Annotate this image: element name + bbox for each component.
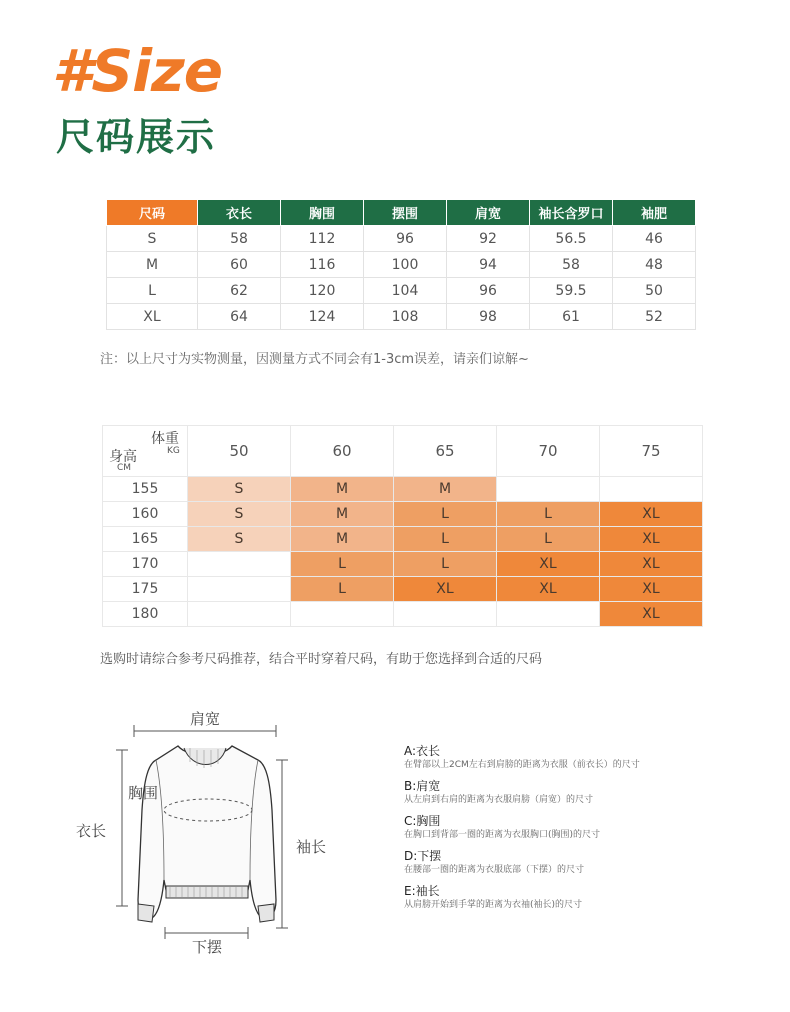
recommend-row: [103, 552, 703, 577]
recommend-size-cell: M: [291, 477, 394, 502]
size-table-col-header: 胸围: [281, 200, 364, 226]
size-cell: 96: [364, 226, 447, 252]
recommend-size-cell: [188, 602, 291, 627]
recommend-size-cell: M: [394, 477, 497, 502]
size-cell: 62: [198, 278, 281, 304]
recommend-size-cell: XL: [600, 502, 703, 527]
recommend-size-cell: [188, 577, 291, 602]
size-table-row: [107, 226, 696, 252]
size-cell: 50: [613, 278, 696, 304]
size-cell: L: [107, 278, 198, 304]
height-unit: CM: [117, 463, 132, 473]
legend-item: [404, 883, 764, 912]
height-value: 160: [103, 502, 188, 527]
size-cell: 48: [613, 252, 696, 278]
recommend-size-cell: [394, 602, 497, 627]
recommend-size-cell: XL: [600, 602, 703, 627]
legend-desc: 从肩膀开始到手掌的距离为衣袖(袖长)的尺寸: [404, 900, 583, 910]
legend-desc: 从左肩到右肩的距离为衣服肩膀（肩宽）的尺寸: [404, 795, 594, 805]
size-cell: 124: [281, 304, 364, 330]
label-length: 衣长: [76, 822, 107, 840]
recommend-size-cell: S: [188, 502, 291, 527]
recommend-size-cell: S: [188, 527, 291, 552]
recommend-size-cell: XL: [497, 552, 600, 577]
size-cell: 94: [447, 252, 530, 278]
recommend-size-cell: L: [497, 527, 600, 552]
recommend-size-cell: [497, 602, 600, 627]
size-table-row: [107, 278, 696, 304]
recommend-size-cell: L: [291, 577, 394, 602]
weight-header: 70: [497, 426, 600, 477]
recommend-size-cell: L: [394, 552, 497, 577]
size-cell: 64: [198, 304, 281, 330]
recommend-size-cell: XL: [600, 577, 703, 602]
size-table-row: [107, 304, 696, 330]
label-hem: 下摆: [192, 938, 223, 956]
legend-title: A:衣长: [404, 744, 441, 758]
height-value: 155: [103, 477, 188, 502]
measurement-legend: [404, 743, 764, 918]
weight-header: 65: [394, 426, 497, 477]
size-cell: 59.5: [530, 278, 613, 304]
recommend-row: [103, 577, 703, 602]
recommend-size-cell: XL: [600, 552, 703, 577]
legend-item: [404, 813, 764, 842]
legend-item: [404, 778, 764, 807]
recommend-size-cell: S: [188, 477, 291, 502]
height-value: 180: [103, 602, 188, 627]
size-title-en: #Size: [52, 37, 223, 105]
recommend-size-cell: [497, 477, 600, 502]
recommend-size-cell: XL: [394, 577, 497, 602]
recommend-note: 选购时请综合参考尺码推荐，结合平时穿着尺码，有助于您选择到合适的尺码: [100, 652, 543, 667]
size-cell: 46: [613, 226, 696, 252]
size-cell: 58: [530, 252, 613, 278]
weight-unit: KG: [167, 446, 180, 456]
size-cell: 116: [281, 252, 364, 278]
recommend-size-cell: L: [497, 502, 600, 527]
size-cell: S: [107, 226, 198, 252]
recommend-size-cell: [600, 477, 703, 502]
size-cell: 108: [364, 304, 447, 330]
size-table-row: [107, 252, 696, 278]
size-cell: 58: [198, 226, 281, 252]
weight-header: 75: [600, 426, 703, 477]
legend-desc: 在胸口到背部一圈的距离为衣服胸口(胸围)的尺寸: [404, 830, 601, 840]
measurement-diagram: [70, 700, 360, 970]
size-cell: 100: [364, 252, 447, 278]
recommend-row: [103, 502, 703, 527]
size-table-col-header: 摆围: [364, 200, 447, 226]
size-cell: M: [107, 252, 198, 278]
legend-item: [404, 743, 764, 772]
recommend-corner: [103, 426, 188, 477]
size-cell: 61: [530, 304, 613, 330]
recommend-size-cell: L: [394, 527, 497, 552]
recommend-row: [103, 602, 703, 627]
size-cell: 120: [281, 278, 364, 304]
recommend-row: [103, 527, 703, 552]
size-table-col-header: 尺码: [107, 200, 198, 226]
legend-title: B:肩宽: [404, 779, 441, 793]
label-sleeve: 袖长: [296, 838, 327, 856]
size-title-cn: 尺码展示: [56, 115, 217, 159]
legend-title: C:胸围: [404, 814, 441, 828]
size-table-col-header: 衣长: [198, 200, 281, 226]
size-cell: 52: [613, 304, 696, 330]
recommend-size-cell: M: [291, 502, 394, 527]
recommend-size-cell: XL: [497, 577, 600, 602]
recommend-row: [103, 477, 703, 502]
height-label: 身高: [109, 449, 137, 465]
weight-label: 体重: [151, 431, 179, 447]
size-table: [106, 199, 696, 330]
size-table-col-header: 袖长含罗口: [530, 200, 613, 226]
size-table-col-header: 肩宽: [447, 200, 530, 226]
size-cell: 56.5: [530, 226, 613, 252]
recommend-size-cell: [291, 602, 394, 627]
size-note: 注：以上尺寸为实物测量，因测量方式不同会有1-3cm误差，请亲们谅解~: [100, 352, 529, 367]
weight-header: 60: [291, 426, 394, 477]
size-cell: 112: [281, 226, 364, 252]
size-cell: 92: [447, 226, 530, 252]
legend-desc: 在臂部以上2CM左右到肩膀的距离为衣服（前衣长）的尺寸: [404, 760, 640, 770]
weight-header: 50: [188, 426, 291, 477]
recommend-size-cell: L: [291, 552, 394, 577]
size-cell: 96: [447, 278, 530, 304]
label-chest: 胸围: [128, 784, 159, 802]
height-value: 165: [103, 527, 188, 552]
size-table-col-header: 袖肥: [613, 200, 696, 226]
size-cell: 104: [364, 278, 447, 304]
recommend-size-cell: [188, 552, 291, 577]
size-cell: 98: [447, 304, 530, 330]
label-shoulder: 肩宽: [190, 710, 221, 728]
size-cell: 60: [198, 252, 281, 278]
legend-title: E:袖长: [404, 884, 440, 898]
height-value: 175: [103, 577, 188, 602]
size-cell: XL: [107, 304, 198, 330]
sweater-outline-icon: [70, 700, 360, 970]
recommend-header-row: [103, 426, 703, 477]
size-table-header: [107, 200, 696, 226]
recommend-size-cell: XL: [600, 527, 703, 552]
legend-item: [404, 848, 764, 877]
size-recommend-table: [102, 425, 703, 627]
recommend-size-cell: L: [394, 502, 497, 527]
recommend-size-cell: M: [291, 527, 394, 552]
height-value: 170: [103, 552, 188, 577]
legend-desc: 在腰部一圈的距离为衣服底部（下摆）的尺寸: [404, 865, 585, 875]
legend-title: D:下摆: [404, 849, 442, 863]
